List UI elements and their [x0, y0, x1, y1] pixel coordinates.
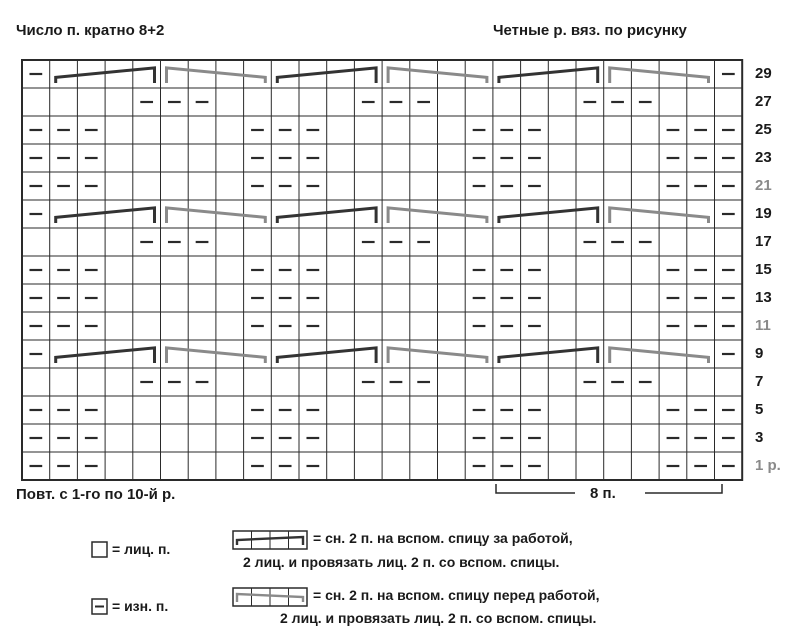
chart-cell [576, 396, 604, 424]
chart-cell [687, 368, 715, 396]
chart-cell [382, 60, 410, 88]
chart-cell [521, 228, 549, 256]
chart-cell [133, 256, 161, 284]
chart-cell [327, 256, 355, 284]
chart-cell [354, 200, 382, 228]
chart-cell [410, 424, 438, 452]
chart-cell [438, 312, 466, 340]
chart-cell [161, 452, 189, 480]
chart-cell [244, 228, 272, 256]
chart-cell [271, 340, 299, 368]
chart-cell [327, 88, 355, 116]
row-label: 29 [755, 65, 772, 82]
chart-cell [105, 396, 133, 424]
row-label: 1 р. [755, 457, 781, 474]
knit-legend-label: = лиц. п. [112, 541, 171, 557]
row-label: 15 [755, 261, 772, 278]
chart-cell [687, 60, 715, 88]
chart-cell [299, 368, 327, 396]
chart-cell [133, 284, 161, 312]
chart-cell [244, 60, 272, 88]
chart-cell [161, 116, 189, 144]
chart-cell [548, 60, 576, 88]
chart-cell [216, 368, 244, 396]
cable-front-legend-line2: 2 лиц. и провязать лиц. 2 п. со вспом. спицы. [280, 610, 597, 626]
chart-cell [244, 200, 272, 228]
chart-cell [576, 452, 604, 480]
row-label: 5 [755, 401, 764, 418]
chart-cell [382, 116, 410, 144]
chart-cell [631, 172, 659, 200]
chart-cell [161, 424, 189, 452]
chart-cell [77, 228, 105, 256]
chart-cell [133, 452, 161, 480]
chart-cell [161, 396, 189, 424]
chart-cell [50, 200, 78, 228]
chart-cell [548, 340, 576, 368]
chart-cell [438, 452, 466, 480]
chart-cell [438, 396, 466, 424]
chart-cell [382, 452, 410, 480]
chart-cell [354, 172, 382, 200]
chart-cell [493, 340, 521, 368]
chart-cell [161, 284, 189, 312]
cable-front-legend-symbol [233, 588, 307, 606]
chart-cell [687, 340, 715, 368]
chart-cell [105, 172, 133, 200]
chart-cell [271, 88, 299, 116]
chart-cell [327, 424, 355, 452]
chart-cell [216, 452, 244, 480]
chart-cell [22, 228, 50, 256]
chart-cell [216, 172, 244, 200]
row-label: 21 [755, 177, 772, 194]
chart-cell [410, 284, 438, 312]
chart-cell [299, 88, 327, 116]
chart-cell [576, 60, 604, 88]
chart-cell [327, 116, 355, 144]
chart-cell [687, 228, 715, 256]
row-label: 3 [755, 429, 764, 446]
chart-cell [188, 340, 216, 368]
chart-cell [521, 88, 549, 116]
chart-cell [548, 312, 576, 340]
chart-cell [631, 340, 659, 368]
chart-cell [493, 228, 521, 256]
cable-back-legend-line1: = сн. 2 п. на вспом. спицу за работой, [313, 530, 573, 546]
chart-cell [687, 88, 715, 116]
chart-cell [133, 396, 161, 424]
chart-cell [410, 60, 438, 88]
chart-cell [161, 172, 189, 200]
chart-cell [548, 144, 576, 172]
chart-cell [465, 340, 493, 368]
chart-cell [161, 340, 189, 368]
chart-cell [576, 284, 604, 312]
chart-cell [659, 88, 687, 116]
chart-cell [715, 88, 743, 116]
chart-cell [50, 340, 78, 368]
chart-cell [216, 284, 244, 312]
chart-cell [382, 312, 410, 340]
chart-cell [354, 144, 382, 172]
chart-cell [244, 340, 272, 368]
chart-cell [327, 200, 355, 228]
chart-cell [133, 312, 161, 340]
chart-cell [188, 116, 216, 144]
chart-cell [687, 200, 715, 228]
chart-cell [576, 116, 604, 144]
chart-cell [493, 60, 521, 88]
chart-cell [715, 368, 743, 396]
chart-cell [604, 172, 632, 200]
chart-cell [161, 200, 189, 228]
chart-cell [438, 88, 466, 116]
chart-cell [188, 312, 216, 340]
chart-cell [188, 200, 216, 228]
chart-cell [631, 424, 659, 452]
chart-cell [438, 284, 466, 312]
chart-cell [188, 172, 216, 200]
chart-cell [493, 200, 521, 228]
chart-cell [327, 172, 355, 200]
row-label: 25 [755, 121, 772, 138]
chart-cell [382, 144, 410, 172]
chart-cell [50, 368, 78, 396]
chart-cell [382, 424, 410, 452]
chart-cell [493, 88, 521, 116]
chart-cell [327, 144, 355, 172]
chart-cell [133, 200, 161, 228]
chart-cell [631, 284, 659, 312]
chart-cell [631, 312, 659, 340]
chart-cell [548, 172, 576, 200]
purl-legend-label: = изн. п. [112, 598, 169, 614]
chart-cell [438, 144, 466, 172]
chart-cell [631, 396, 659, 424]
chart-cell [216, 256, 244, 284]
chart-cell [410, 312, 438, 340]
chart-cell [271, 60, 299, 88]
chart-cell [133, 340, 161, 368]
chart-cell [354, 60, 382, 88]
chart-cell [77, 368, 105, 396]
chart-cell [576, 256, 604, 284]
chart-cell [438, 256, 466, 284]
chart-cell [22, 88, 50, 116]
chart-cell [271, 228, 299, 256]
chart-cell [133, 116, 161, 144]
chart-cell [216, 396, 244, 424]
chart-cell [548, 452, 576, 480]
chart-cell [382, 340, 410, 368]
chart-cell [354, 396, 382, 424]
chart-cell [604, 340, 632, 368]
chart-cell [604, 60, 632, 88]
chart-cell [105, 312, 133, 340]
chart-cell [631, 200, 659, 228]
chart-cell [327, 312, 355, 340]
chart-cell [548, 284, 576, 312]
chart-cell [216, 144, 244, 172]
chart-cell [521, 368, 549, 396]
chart-cell [382, 200, 410, 228]
chart-cell [354, 452, 382, 480]
chart-cell [604, 452, 632, 480]
chart-cell [271, 200, 299, 228]
chart-cell [576, 200, 604, 228]
chart-cell [354, 340, 382, 368]
chart-cell [50, 228, 78, 256]
chart-cell [105, 424, 133, 452]
chart-cell [271, 368, 299, 396]
chart-cell [548, 228, 576, 256]
chart-cell [354, 256, 382, 284]
chart-cell [604, 396, 632, 424]
chart-cell [244, 88, 272, 116]
chart-cell [354, 284, 382, 312]
chart-cell [604, 424, 632, 452]
chart-cell [161, 312, 189, 340]
chart-cell [382, 284, 410, 312]
chart-cell [548, 396, 576, 424]
chart-cell [382, 256, 410, 284]
chart-cell [105, 340, 133, 368]
chart-cell [465, 200, 493, 228]
chart-cell [327, 368, 355, 396]
chart-cell [438, 116, 466, 144]
chart-cell [22, 368, 50, 396]
chart-cell [410, 452, 438, 480]
chart-cell [604, 284, 632, 312]
chart-cell [659, 368, 687, 396]
chart-cell [604, 116, 632, 144]
chart-cell [659, 228, 687, 256]
row-label: 19 [755, 205, 772, 222]
chart-cell [354, 312, 382, 340]
row-label: 17 [755, 233, 772, 250]
row-label: 9 [755, 345, 764, 362]
chart-cell [493, 368, 521, 396]
chart-cell [216, 116, 244, 144]
chart-cell [216, 88, 244, 116]
chart-cell [105, 228, 133, 256]
repeat-note: Повт. с 1-го по 10-й р. [16, 486, 176, 503]
chart-cell [438, 424, 466, 452]
chart-cell [327, 340, 355, 368]
chart-cell [161, 60, 189, 88]
chart-cell [410, 396, 438, 424]
chart-cell [465, 60, 493, 88]
chart-cell [188, 452, 216, 480]
purl-legend-symbol [92, 599, 107, 614]
chart-cell [548, 256, 576, 284]
chart-cell [631, 116, 659, 144]
row-label: 23 [755, 149, 772, 166]
chart-cell [465, 228, 493, 256]
chart-cell [410, 200, 438, 228]
chart-cell [216, 228, 244, 256]
chart-cell [105, 368, 133, 396]
chart-cell [548, 88, 576, 116]
chart-cell [133, 172, 161, 200]
chart-cell [631, 144, 659, 172]
chart-cell [576, 424, 604, 452]
chart-cell [327, 60, 355, 88]
chart-cell [216, 312, 244, 340]
chart-cell [548, 368, 576, 396]
chart-cell [410, 256, 438, 284]
chart-cell [188, 424, 216, 452]
chart-cell [50, 88, 78, 116]
chart-cell [299, 228, 327, 256]
chart-cell [604, 200, 632, 228]
chart-cell [410, 172, 438, 200]
chart-cell [105, 144, 133, 172]
chart-cell [576, 312, 604, 340]
chart-cell [604, 256, 632, 284]
chart-cell [576, 172, 604, 200]
chart-cell [188, 256, 216, 284]
row-label: 7 [755, 373, 764, 390]
chart-cell [105, 452, 133, 480]
chart-cell [410, 116, 438, 144]
chart-cell [327, 396, 355, 424]
chart-cell [50, 60, 78, 88]
chart-cell [604, 144, 632, 172]
chart-cell [105, 284, 133, 312]
chart-cell [216, 424, 244, 452]
chart-cell [548, 200, 576, 228]
chart-cell [244, 368, 272, 396]
chart-cell [576, 144, 604, 172]
chart-cell [438, 228, 466, 256]
repeat-width-label: 8 п. [590, 485, 616, 502]
chart-cell [327, 228, 355, 256]
chart-cell [354, 116, 382, 144]
row-label: 13 [755, 289, 772, 306]
chart-cell [604, 312, 632, 340]
cable-back-legend-symbol [233, 531, 307, 549]
chart-cell [188, 144, 216, 172]
chart-cell [548, 424, 576, 452]
chart-cell [410, 144, 438, 172]
chart-cell [133, 144, 161, 172]
chart-cell [631, 60, 659, 88]
chart-cell [631, 256, 659, 284]
chart-cell [105, 200, 133, 228]
chart-cell [133, 424, 161, 452]
chart-cell [438, 368, 466, 396]
chart-cell [382, 396, 410, 424]
cable-front-legend-line1: = сн. 2 п. на вспом. спицу перед работой, [313, 587, 600, 603]
chart-cell [631, 452, 659, 480]
chart-cell [105, 60, 133, 88]
knit-legend-symbol [92, 542, 107, 557]
chart-title: Число п. кратно 8+2 [16, 22, 165, 39]
chart-cell [465, 368, 493, 396]
chart-cell [354, 424, 382, 452]
chart-cell [188, 284, 216, 312]
chart-cell [133, 60, 161, 88]
chart-cell [105, 256, 133, 284]
row-label: 11 [755, 317, 771, 334]
even-rows-note: Четные р. вяз. по рисунку [493, 22, 687, 39]
chart-cell [465, 88, 493, 116]
chart-cell [77, 88, 105, 116]
chart-cell [327, 452, 355, 480]
chart-cell [715, 228, 743, 256]
chart-cell [188, 60, 216, 88]
chart-cell [161, 144, 189, 172]
chart-cell [327, 284, 355, 312]
chart-cell [410, 340, 438, 368]
cable-back-legend-line2: 2 лиц. и провязать лиц. 2 п. со вспом. спицы. [243, 554, 560, 570]
chart-cell [438, 172, 466, 200]
chart-cell [576, 340, 604, 368]
chart-cell [188, 396, 216, 424]
chart-cell [382, 172, 410, 200]
chart-cell [161, 256, 189, 284]
chart-cell [548, 116, 576, 144]
chart-cell [105, 88, 133, 116]
row-label: 27 [755, 93, 772, 110]
chart-cell [105, 116, 133, 144]
